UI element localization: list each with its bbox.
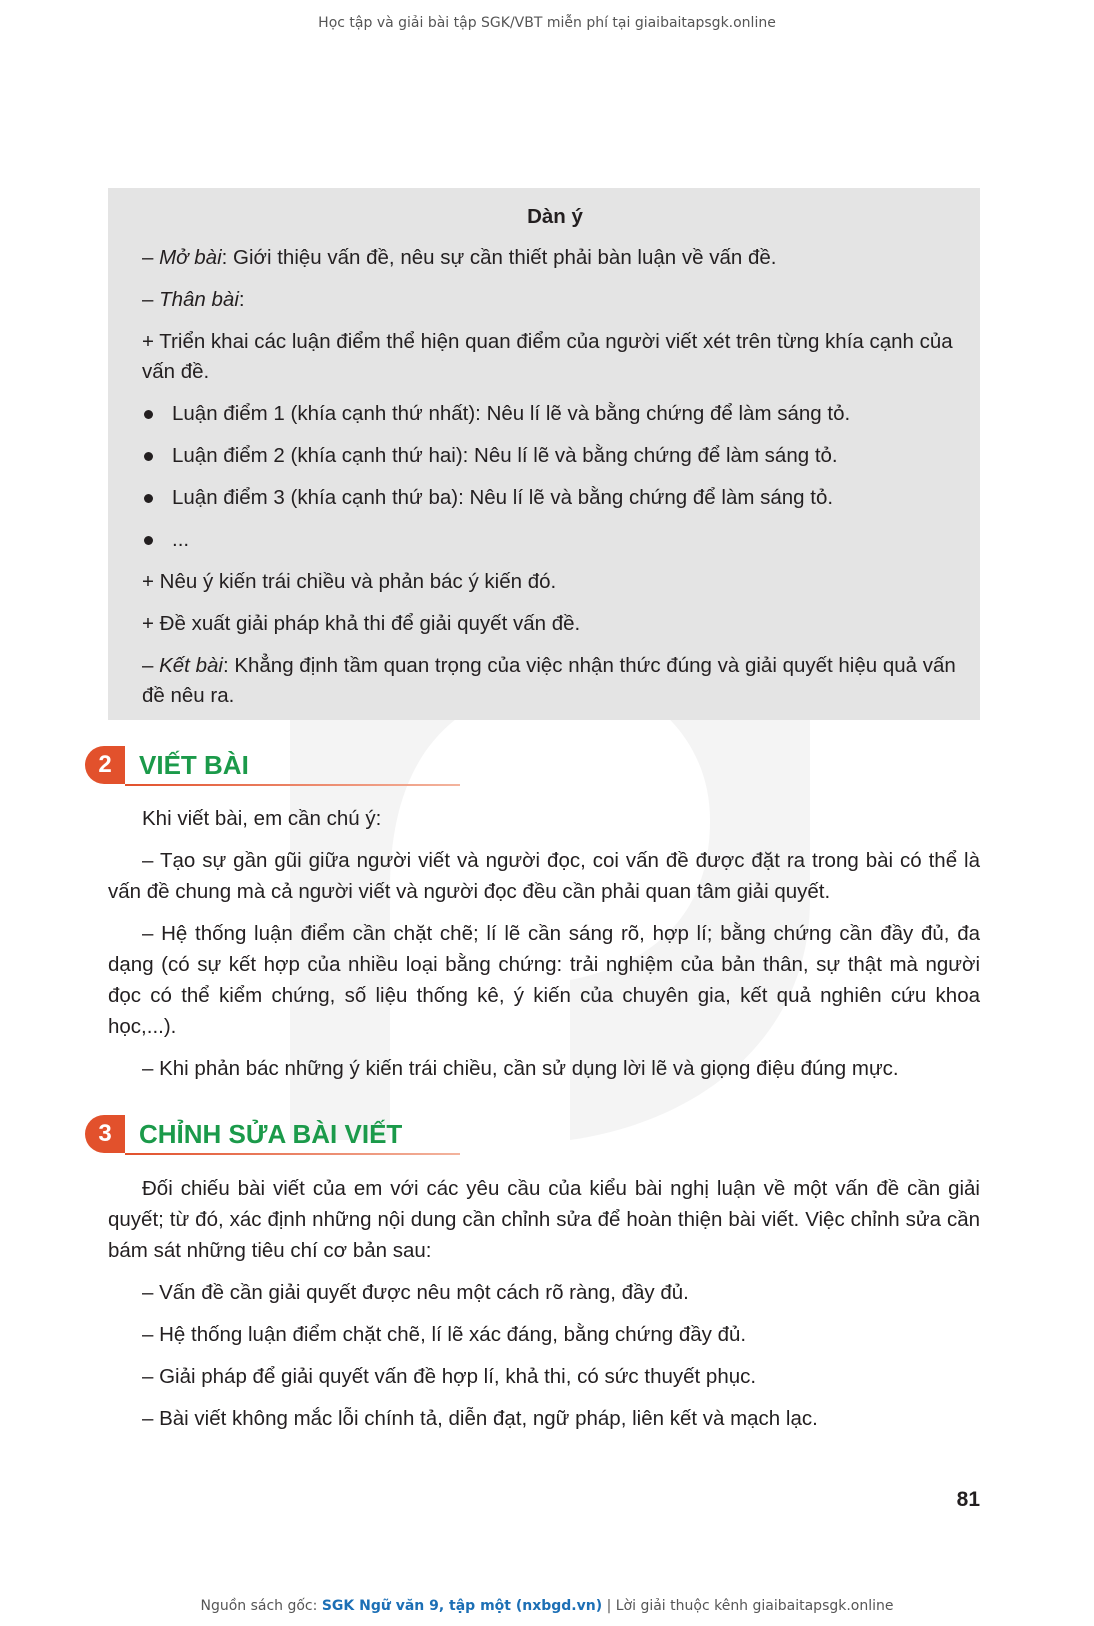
bullet-text: Luận điểm 3 (khía cạnh thứ ba): Nêu lí lẽ và bằng chứng để làm sáng tỏ. — [172, 486, 834, 509]
section-underline — [125, 784, 460, 786]
outline-title: Dàn ý — [527, 205, 583, 228]
section-3-item: – Giải pháp để giải quyết vấn đề hợp lí, khả thi, có sức thuyết phục. — [142, 1365, 757, 1388]
outline-bullet — [142, 441, 968, 471]
outline-bullet — [142, 483, 968, 513]
than-bai-label: Thân bài — [159, 288, 239, 311]
footer-source-link[interactable]: SGK Ngữ văn 9, tập một (nxbgd.vn) — [321, 1598, 603, 1614]
site-header: Học tập và giải bài tập SGK/VBT miễn phí tại giaibaitapsgk.online — [318, 15, 776, 31]
section-number-badge: 2 — [85, 746, 125, 784]
section-number-badge: 3 — [85, 1115, 125, 1153]
section-3-item: – Bài viết không mắc lỗi chính tả, diễn đạt, ngữ pháp, liên kết và mạch lạc. — [142, 1407, 818, 1430]
section-3-heading — [85, 1113, 465, 1155]
outline-mo-bai: – Mở bài: Giới thiệu vấn đề, nêu sự cần thiết phải bàn luận về vấn đề. — [142, 246, 777, 269]
bullet-text: Luận điểm 1 (khía cạnh thứ nhất): Nêu lí lẽ và bằng chứng để làm sáng tỏ. — [172, 402, 851, 425]
ket-bai-text: : Khẳng định tầm quan trọng của việc nhận thức đúng và giải quyết hiệu quả vấn đề nêu ra. — [142, 654, 956, 707]
bullet-text: ... — [172, 528, 190, 551]
outline-expand: + Triển khai các luận điểm thể hiện quan điểm của người viết xét trên từng khía cạnh của vấn đề. — [142, 330, 953, 383]
bullet-text: Luận điểm 2 (khía cạnh thứ hai): Nêu lí lẽ và bằng chứng để làm sáng tỏ. — [172, 444, 838, 467]
mo-bai-text: : Giới thiệu vấn đề, nêu sự cần thiết phải bàn luận về vấn đề. — [221, 246, 777, 269]
page-number: 81 — [956, 1488, 980, 1511]
section-2-item: – Hệ thống luận điểm cần chặt chẽ; lí lẽ cần sáng rõ, hợp lí; bằng chứng cần đầy đủ, đa dạng (có sự kết hợp của nhiều loại bằng chứng: trải nghiệm của bản thân, sự thật mà người đọc có thể kiểm chứng, số liệu thống kê, ý kiến của chuyên gia, kết quả nghiên cứu khoa học,...). — [108, 922, 980, 1038]
outline-solution: + Đề xuất giải pháp khả thi để giải quyết vấn đề. — [142, 612, 581, 635]
ket-bai-label: Kết bài — [159, 654, 223, 677]
mo-bai-label: Mở bài — [159, 246, 222, 269]
site-footer — [0, 1598, 1094, 1614]
section-title: VIẾT BÀI — [139, 750, 249, 780]
section-3-intro: Đối chiếu bài viết của em với các yêu cầu của kiểu bài nghị luận về một vấn đề cần giải quyết; từ đó, xác định những nội dung cần chỉnh sửa để hoàn thiện bài viết. Việc chỉnh sửa cần bám sát những tiêu chí cơ bản sau: — [108, 1177, 980, 1262]
section-2-heading — [85, 744, 465, 786]
section-underline — [125, 1153, 460, 1155]
bullet-dot — [144, 536, 153, 545]
section-2-item: – Tạo sự gần gũi giữa người viết và người đọc, coi vấn đề được đặt ra trong bài có thể là vấn đề chung mà cả người viết và người đọc đều cần phải quan tâm giải quyết. — [108, 849, 980, 903]
outline-bullet — [142, 399, 968, 429]
outline-ket-bai: – Kết bài: Khẳng định tầm quan trọng của việc nhận thức đúng và giải quyết hiệu quả vấn đề nêu ra. — [142, 654, 956, 707]
outline-counter: + Nêu ý kiến trái chiều và phản bác ý kiến đó. — [142, 570, 557, 593]
outline-box — [108, 188, 980, 720]
outline-than-bai: – Thân bài: — [142, 288, 245, 311]
bullet-dot — [144, 410, 153, 419]
bullet-dot — [144, 452, 153, 461]
section-title: CHỈNH SỬA BÀI VIẾT — [139, 1119, 403, 1149]
footer-suffix: | Lời giải thuộc kênh giaibaitapsgk.online — [602, 1598, 894, 1614]
than-bai-colon: : — [238, 288, 245, 311]
footer-prefix: Nguồn sách gốc: — [200, 1598, 322, 1614]
section-2-item: – Khi phản bác những ý kiến trái chiều, cần sử dụng lời lẽ và giọng điệu đúng mực. — [142, 1057, 899, 1080]
section-3-body — [108, 1173, 980, 1445]
section-3-item: – Vấn đề cần giải quyết được nêu một cách rõ ràng, đầy đủ. — [142, 1281, 689, 1304]
section-2-body — [108, 803, 980, 1095]
section-3-item: – Hệ thống luận điểm chặt chẽ, lí lẽ xác đáng, bằng chứng đầy đủ. — [142, 1323, 747, 1346]
bullet-dot — [144, 494, 153, 503]
outline-bullet — [142, 525, 968, 555]
section-2-intro: Khi viết bài, em cần chú ý: — [142, 807, 382, 830]
